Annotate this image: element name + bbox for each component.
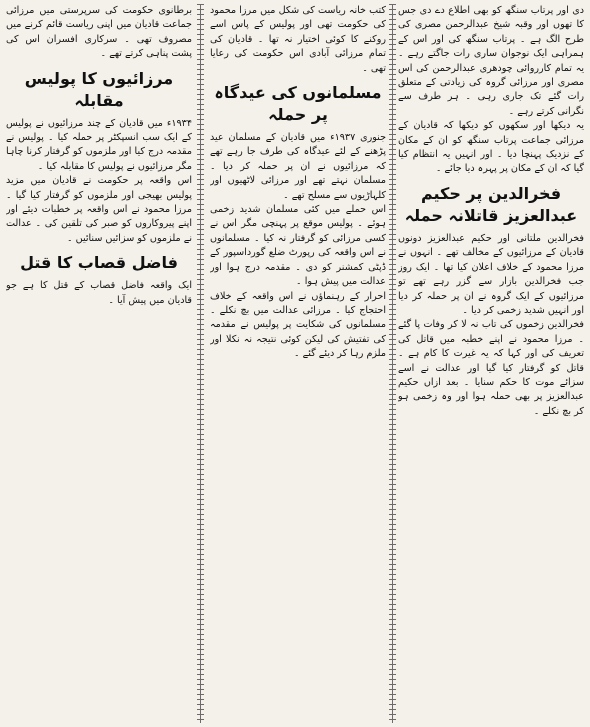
- paragraph: جنوری ۱۹۳۷ء میں قادیان کے مسلمان عید پڑھنے کے لئے عیدگاہ کی طرف جا رہے تھے کہ مرزائیوں نے ان پر حملہ کر دیا ۔ مسلمان نہتے تھے اور مرزائی لاٹھیوں اور کلہاڑیوں سے مسلح تھے ۔: [210, 132, 386, 201]
- paragraph: اس واقعہ پر حکومت نے قادیان میں مزید پولیس بھیجی اور ملزموں کو گرفتار کیا گیا ۔ مرزا محمود نے اس واقعہ پر خطبات دیئے اور اپنے پیروکاروں کو صبر کی تلقین کی ۔ عدالت نے ملزموں کو سزائیں سنائیں ۔: [6, 175, 192, 244]
- section-heading: فخرالدین پر حکیم عبدالعزیز قاتلانہ حملہ: [404, 183, 578, 225]
- paragraph: فخرالدین زخموں کی تاب نہ لا کر وفات پا گئے ۔ مرزا محمود نے اپنے خطبہ میں قاتل کی تعریف کی اور کہا کہ یہ غیرت کا کام ہے ۔ قاتل کو گرفتار کیا گیا اور عدالت نے اسے سزائے موت کا حکم سنایا ۔ بعد ازاں حکیم عبدالعزیز پر بھی حملہ ہوا اور وہ زخمی ہو کر بچ نکلے ۔: [398, 319, 584, 417]
- section-heading: مرزائیوں کا پولیس مقابلہ: [24, 68, 174, 110]
- paragraph: ۱۹۳۴ء میں قادیان کے چند مرزائیوں نے پولیس کے ایک سب انسپکٹر پر حملہ کیا ۔ پولیس نے مقدمہ درج کیا اور ملزموں کو گرفتار کرنا چاہا مگر مرزائیوں نے پولیس کا مقابلہ کیا ۔: [6, 117, 192, 172]
- paragraph: احرار کے رہنماؤں نے اس واقعہ کے خلاف احتجاج کیا ۔ مرزائی عدالت میں بچ نکلے ۔ مسلمانوں کی شکایت پر پولیس نے مقدمہ کی تفتیش کی لیکن کوئی نتیجہ نہ نکلا اور ملزم رہا کر دیئے گئے ۔: [210, 290, 386, 360]
- column-right: [398, 4, 584, 723]
- column-middle: [210, 4, 386, 723]
- paragraph: کتب خانہ ریاست کی شکل میں مرزا محمود کی حکومت تھی اور پولیس کے پاس اسے روکنے کا کوئی اختیار نہ تھا ۔ قادیان کی تمام مرزائی آبادی اس حکومت کی رعایا تھی ۔: [210, 5, 386, 74]
- column-left: [6, 4, 192, 723]
- paragraph: اس حملے میں کئی مسلمان شدید زخمی ہوئے ۔ پولیس موقع پر پہنچی مگر اس نے کسی مرزائی کو گرفتار نہ کیا ۔ مسلمانوں نے اس واقعہ کی رپورٹ ضلع گورداسپور کے ڈپٹی کمشنر کو دی ۔ مقدمہ درج ہوا اور عدالت میں پیش ہوا ۔: [210, 204, 386, 288]
- paragraph: فخرالدین ملتانی اور حکیم عبدالعزیز دونوں قادیان کے مرزائیوں کے مخالف تھے ۔ انہوں نے مرزا محمود کے خلاف اعلان کیا تھا ۔ ایک روز جب فخرالدین بازار سے گزر رہے تھے تو مرزائیوں کے ایک گروہ نے ان پر حملہ کر دیا اور انہیں شدید زخمی کر دیا ۔: [398, 232, 584, 316]
- paragraph: یہ دیکھا اور سکھوں کو دیکھا کہ قادیان کے مرزائی جماعت پرتاب سنگھ کو ان کے مکان کے نزدیک پہنچا دیا ۔ اور انہیں یہ انتظام کیا گیا کہ ان کے مکان پر پہرہ دیا جائے ۔: [398, 120, 584, 175]
- paragraph: دی اور پرتاب سنگھ کو بھی اطلاع دے دی جس کا تھوں اور وقبہ شیخ عبدالرحمن مصری کی طرح الگ ہے ۔ پرتاب سنگھ کی اور اس کے ہمراہی ایک نوجوان ساری رات جاگتے رہے ۔ یہ تمام کارروائی چودھری عبدالرحمن کی اس مصری اور مرزائی گروہ کی زیادتی کے متعلق رات گئے تک جاری رہی ۔ ہر طرف سے نگرانی کرتے رہے ۔: [398, 5, 584, 117]
- column-divider: [389, 4, 396, 723]
- section-heading: مسلمانوں کی عیدگاہ پر حملہ: [214, 83, 382, 125]
- paragraph: ایک واقعہ فاضل قصاب کے قتل کا ہے جو قادیان میں پیش آیا ۔: [6, 280, 192, 306]
- paragraph: برطانوی حکومت کی سرپرستی میں مرزائی جماعت قادیان میں اپنی ریاست قائم کرنے میں مصروف تھی ۔ سرکاری افسران اس کی پشت پناہی کرتے تھے ۔: [6, 5, 192, 60]
- section-heading: فاضل قصاب کا قتل: [20, 253, 178, 273]
- column-divider: [197, 4, 204, 723]
